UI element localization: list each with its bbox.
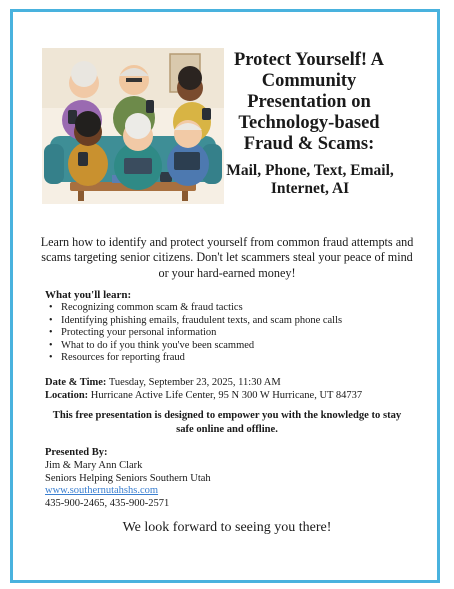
- list-item: • Identifying phishing emails, fraudulent texts, and scam phone calls: [45, 315, 342, 328]
- date-label: Date & Time:: [45, 377, 107, 388]
- date-line: [45, 376, 362, 389]
- location-value: Hurricane Active Life Center, 95 N 300 W Hurricane, UT 84737: [90, 390, 363, 401]
- list-item: • What to do if you think you've been scammed: [45, 340, 342, 353]
- list-item: • Resources for reporting fraud: [45, 352, 342, 365]
- flyer-title: Protect Yourself! A Community Presentation on Technology-based Fraud & Scams:: [233, 50, 384, 154]
- presenter-block: [45, 447, 211, 511]
- location-line: [45, 389, 362, 402]
- organization-name: Seniors Helping Seniors Southern Utah: [45, 472, 211, 484]
- free-presentation-notice: This free presentation is designed to empower you with the knowledge to stay safe online and offline.: [52, 410, 402, 435]
- website-link[interactable]: www.southernutahshs.com: [45, 485, 159, 497]
- list-item: • Recognizing common scam & fraud tactics: [45, 302, 342, 315]
- date-value: Tuesday, September 23, 2025, 11:30 AM: [108, 377, 281, 388]
- learn-heading: What you'll learn:: [45, 289, 132, 301]
- phone-numbers: 435-900-2465, 435-900-2571: [45, 498, 170, 510]
- flyer-subtitle: Mail, Phone, Text, Email, Internet, AI: [226, 162, 394, 197]
- learn-list: [45, 302, 342, 365]
- list-item: • Protecting your personal information: [45, 327, 342, 340]
- intro-paragraph: Learn how to identify and protect yourself from common fraud attempts and scams targeting senior citizens. Don't let scammers steal your peace of mind or your hard-earned money!: [40, 235, 414, 280]
- presented-by-heading: Presented By:: [45, 447, 108, 458]
- location-label: Location:: [45, 390, 89, 401]
- presenter-names: Jim & Mary Ann Clark: [45, 459, 143, 471]
- seniors-with-devices-illustration: [42, 48, 224, 204]
- closing-message: We look forward to seeing you there!: [122, 520, 332, 535]
- event-info: [45, 376, 362, 402]
